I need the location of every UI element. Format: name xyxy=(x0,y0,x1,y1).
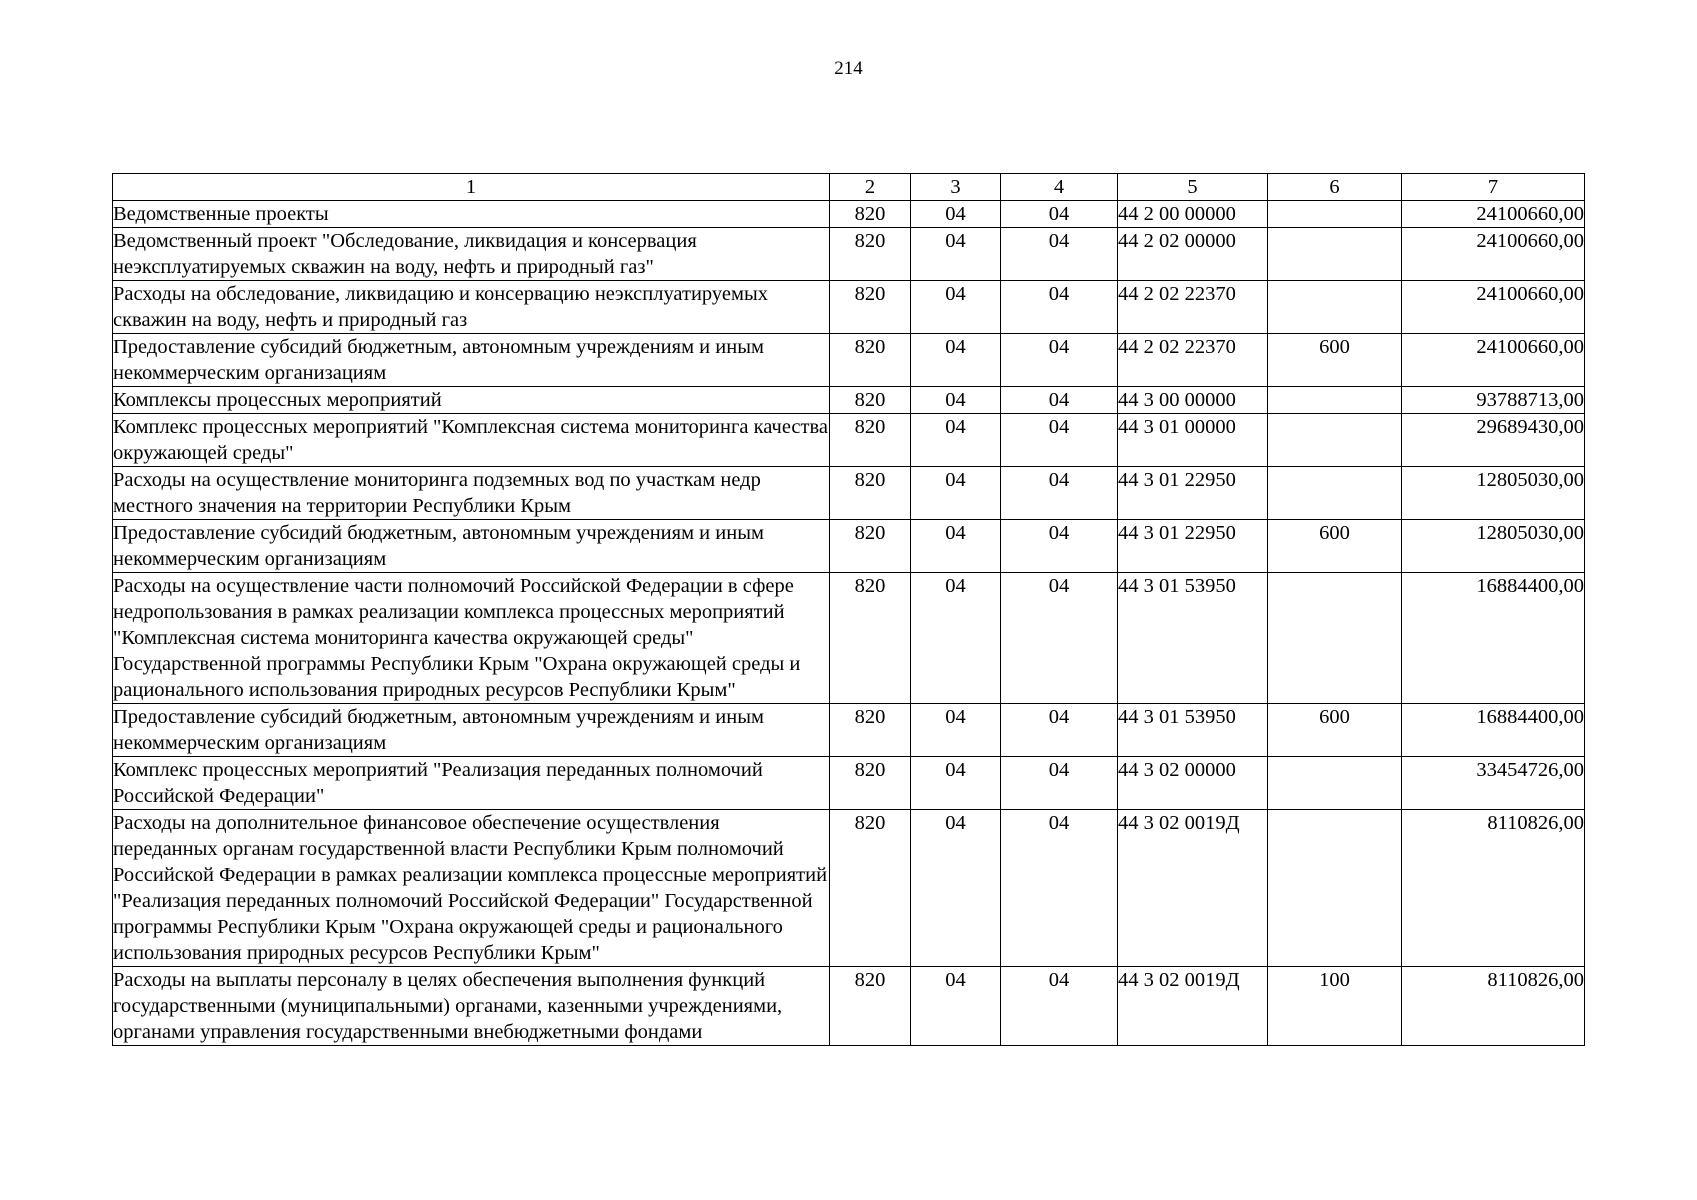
column-header: 2 xyxy=(830,174,911,201)
row-amount: 12805030,00 xyxy=(1402,467,1585,520)
row-expense-type xyxy=(1268,573,1402,704)
row-target-article: 44 2 02 22370 xyxy=(1118,334,1268,387)
row-amount: 16884400,00 xyxy=(1402,704,1585,757)
row-subsection: 04 xyxy=(1001,467,1118,520)
row-target-article: 44 3 02 0019Д xyxy=(1118,967,1268,1046)
row-amount: 16884400,00 xyxy=(1402,573,1585,704)
row-subsection: 04 xyxy=(1001,414,1118,467)
row-expense-type: 600 xyxy=(1268,704,1402,757)
table-row xyxy=(113,810,1585,967)
table-row xyxy=(113,201,1585,228)
budget-table xyxy=(112,173,1585,1046)
table-row xyxy=(113,704,1585,757)
row-ministry-code: 820 xyxy=(830,281,911,334)
row-amount: 24100660,00 xyxy=(1402,281,1585,334)
row-ministry-code: 820 xyxy=(830,467,911,520)
row-subsection: 04 xyxy=(1001,520,1118,573)
row-name: Предоставление субсидий бюджетным, автономным учреждениям и иным некоммерческим организациям xyxy=(113,520,830,573)
row-name: Расходы на дополнительное финансовое обеспечение осуществления переданных органам государственной власти Республики Крым полномочий Российской Федерации в рамках реализации комплекса процессные мероприятий "Реализация переданных полномочий Российской Федерации" Государственной программы Республики Крым "Охрана окружающей среды и рационального использования природных ресурсов Республики Крым" xyxy=(113,810,830,967)
row-amount: 33454726,00 xyxy=(1402,757,1585,810)
row-ministry-code: 820 xyxy=(830,967,911,1046)
row-ministry-code: 820 xyxy=(830,573,911,704)
row-amount: 29689430,00 xyxy=(1402,414,1585,467)
row-ministry-code: 820 xyxy=(830,334,911,387)
row-ministry-code: 820 xyxy=(830,520,911,573)
row-expense-type xyxy=(1268,228,1402,281)
header-row xyxy=(113,174,1585,201)
row-section: 04 xyxy=(911,520,1001,573)
column-header: 4 xyxy=(1001,174,1118,201)
row-section: 04 xyxy=(911,201,1001,228)
table-row xyxy=(113,334,1585,387)
row-section: 04 xyxy=(911,967,1001,1046)
row-subsection: 04 xyxy=(1001,967,1118,1046)
row-target-article: 44 3 01 00000 xyxy=(1118,414,1268,467)
column-header: 1 xyxy=(113,174,830,201)
row-expense-type xyxy=(1268,281,1402,334)
table-row xyxy=(113,228,1585,281)
row-section: 04 xyxy=(911,467,1001,520)
row-amount: 24100660,00 xyxy=(1402,228,1585,281)
row-section: 04 xyxy=(911,704,1001,757)
row-ministry-code: 820 xyxy=(830,757,911,810)
row-target-article: 44 2 00 00000 xyxy=(1118,201,1268,228)
table-row xyxy=(113,573,1585,704)
row-ministry-code: 820 xyxy=(830,704,911,757)
row-name: Расходы на осуществление части полномочий Российской Федерации в сфере недропользования в рамках реализации комплекса процессных мероприятий "Комплексная система мониторинга качества окружающей среды" Государственной программы Республики Крым "Охрана окружающей среды и рационального использования природных ресурсов Республики Крым" xyxy=(113,573,830,704)
row-expense-type xyxy=(1268,201,1402,228)
row-target-article: 44 3 01 22950 xyxy=(1118,467,1268,520)
row-expense-type xyxy=(1268,467,1402,520)
row-subsection: 04 xyxy=(1001,281,1118,334)
column-header: 6 xyxy=(1268,174,1402,201)
row-amount: 24100660,00 xyxy=(1402,334,1585,387)
row-amount: 8110826,00 xyxy=(1402,967,1585,1046)
row-ministry-code: 820 xyxy=(830,201,911,228)
row-target-article: 44 3 01 53950 xyxy=(1118,704,1268,757)
row-target-article: 44 2 02 22370 xyxy=(1118,281,1268,334)
row-name: Комплекс процессных мероприятий "Реализация переданных полномочий Российской Федерации" xyxy=(113,757,830,810)
row-section: 04 xyxy=(911,573,1001,704)
row-amount: 12805030,00 xyxy=(1402,520,1585,573)
row-expense-type xyxy=(1268,414,1402,467)
table-row xyxy=(113,520,1585,573)
row-target-article: 44 3 02 0019Д xyxy=(1118,810,1268,967)
page-number: 214 xyxy=(834,58,863,79)
row-target-article: 44 3 02 00000 xyxy=(1118,757,1268,810)
row-expense-type: 600 xyxy=(1268,334,1402,387)
row-target-article: 44 2 02 00000 xyxy=(1118,228,1268,281)
table-row xyxy=(113,387,1585,414)
row-name: Комплекс процессных мероприятий "Комплексная система мониторинга качества окружающей среды" xyxy=(113,414,830,467)
table-row xyxy=(113,757,1585,810)
row-name: Предоставление субсидий бюджетным, автономным учреждениям и иным некоммерческим организациям xyxy=(113,334,830,387)
row-expense-type xyxy=(1268,757,1402,810)
table-header xyxy=(113,174,1585,201)
row-subsection: 04 xyxy=(1001,573,1118,704)
row-subsection: 04 xyxy=(1001,387,1118,414)
table-row xyxy=(113,414,1585,467)
row-section: 04 xyxy=(911,757,1001,810)
row-name: Расходы на обследование, ликвидацию и консервацию неэксплуатируемых скважин на воду, нефть и природный газ xyxy=(113,281,830,334)
row-amount: 8110826,00 xyxy=(1402,810,1585,967)
row-subsection: 04 xyxy=(1001,334,1118,387)
row-name: Ведомственный проект "Обследование, ликвидация и консервация неэксплуатируемых скважин на воду, нефть и природный газ" xyxy=(113,228,830,281)
row-name: Ведомственные проекты xyxy=(113,201,830,228)
row-subsection: 04 xyxy=(1001,228,1118,281)
row-expense-type: 100 xyxy=(1268,967,1402,1046)
row-section: 04 xyxy=(911,810,1001,967)
row-ministry-code: 820 xyxy=(830,810,911,967)
row-section: 04 xyxy=(911,334,1001,387)
table-row xyxy=(113,281,1585,334)
table-row xyxy=(113,467,1585,520)
row-section: 04 xyxy=(911,281,1001,334)
row-section: 04 xyxy=(911,228,1001,281)
row-name: Предоставление субсидий бюджетным, автономным учреждениям и иным некоммерческим организациям xyxy=(113,704,830,757)
column-header: 3 xyxy=(911,174,1001,201)
row-name: Расходы на осуществление мониторинга подземных вод по участкам недр местного значения на территории Республики Крым xyxy=(113,467,830,520)
row-expense-type xyxy=(1268,387,1402,414)
row-subsection: 04 xyxy=(1001,704,1118,757)
row-ministry-code: 820 xyxy=(830,414,911,467)
table-row xyxy=(113,967,1585,1046)
row-subsection: 04 xyxy=(1001,757,1118,810)
column-header: 7 xyxy=(1402,174,1585,201)
table-body xyxy=(113,201,1585,1046)
row-section: 04 xyxy=(911,387,1001,414)
row-target-article: 44 3 01 22950 xyxy=(1118,520,1268,573)
row-ministry-code: 820 xyxy=(830,387,911,414)
row-ministry-code: 820 xyxy=(830,228,911,281)
row-expense-type xyxy=(1268,810,1402,967)
row-subsection: 04 xyxy=(1001,201,1118,228)
row-section: 04 xyxy=(911,414,1001,467)
row-subsection: 04 xyxy=(1001,810,1118,967)
row-target-article: 44 3 00 00000 xyxy=(1118,387,1268,414)
row-expense-type: 600 xyxy=(1268,520,1402,573)
row-target-article: 44 3 01 53950 xyxy=(1118,573,1268,704)
row-name: Расходы на выплаты персоналу в целях обеспечения выполнения функций государственными (муниципальными) органами, казенными учреждениями, органами управления государственными внебюджетными фондами xyxy=(113,967,830,1046)
row-amount: 24100660,00 xyxy=(1402,201,1585,228)
row-amount: 93788713,00 xyxy=(1402,387,1585,414)
row-name: Комплексы процессных мероприятий xyxy=(113,387,830,414)
column-header: 5 xyxy=(1118,174,1268,201)
